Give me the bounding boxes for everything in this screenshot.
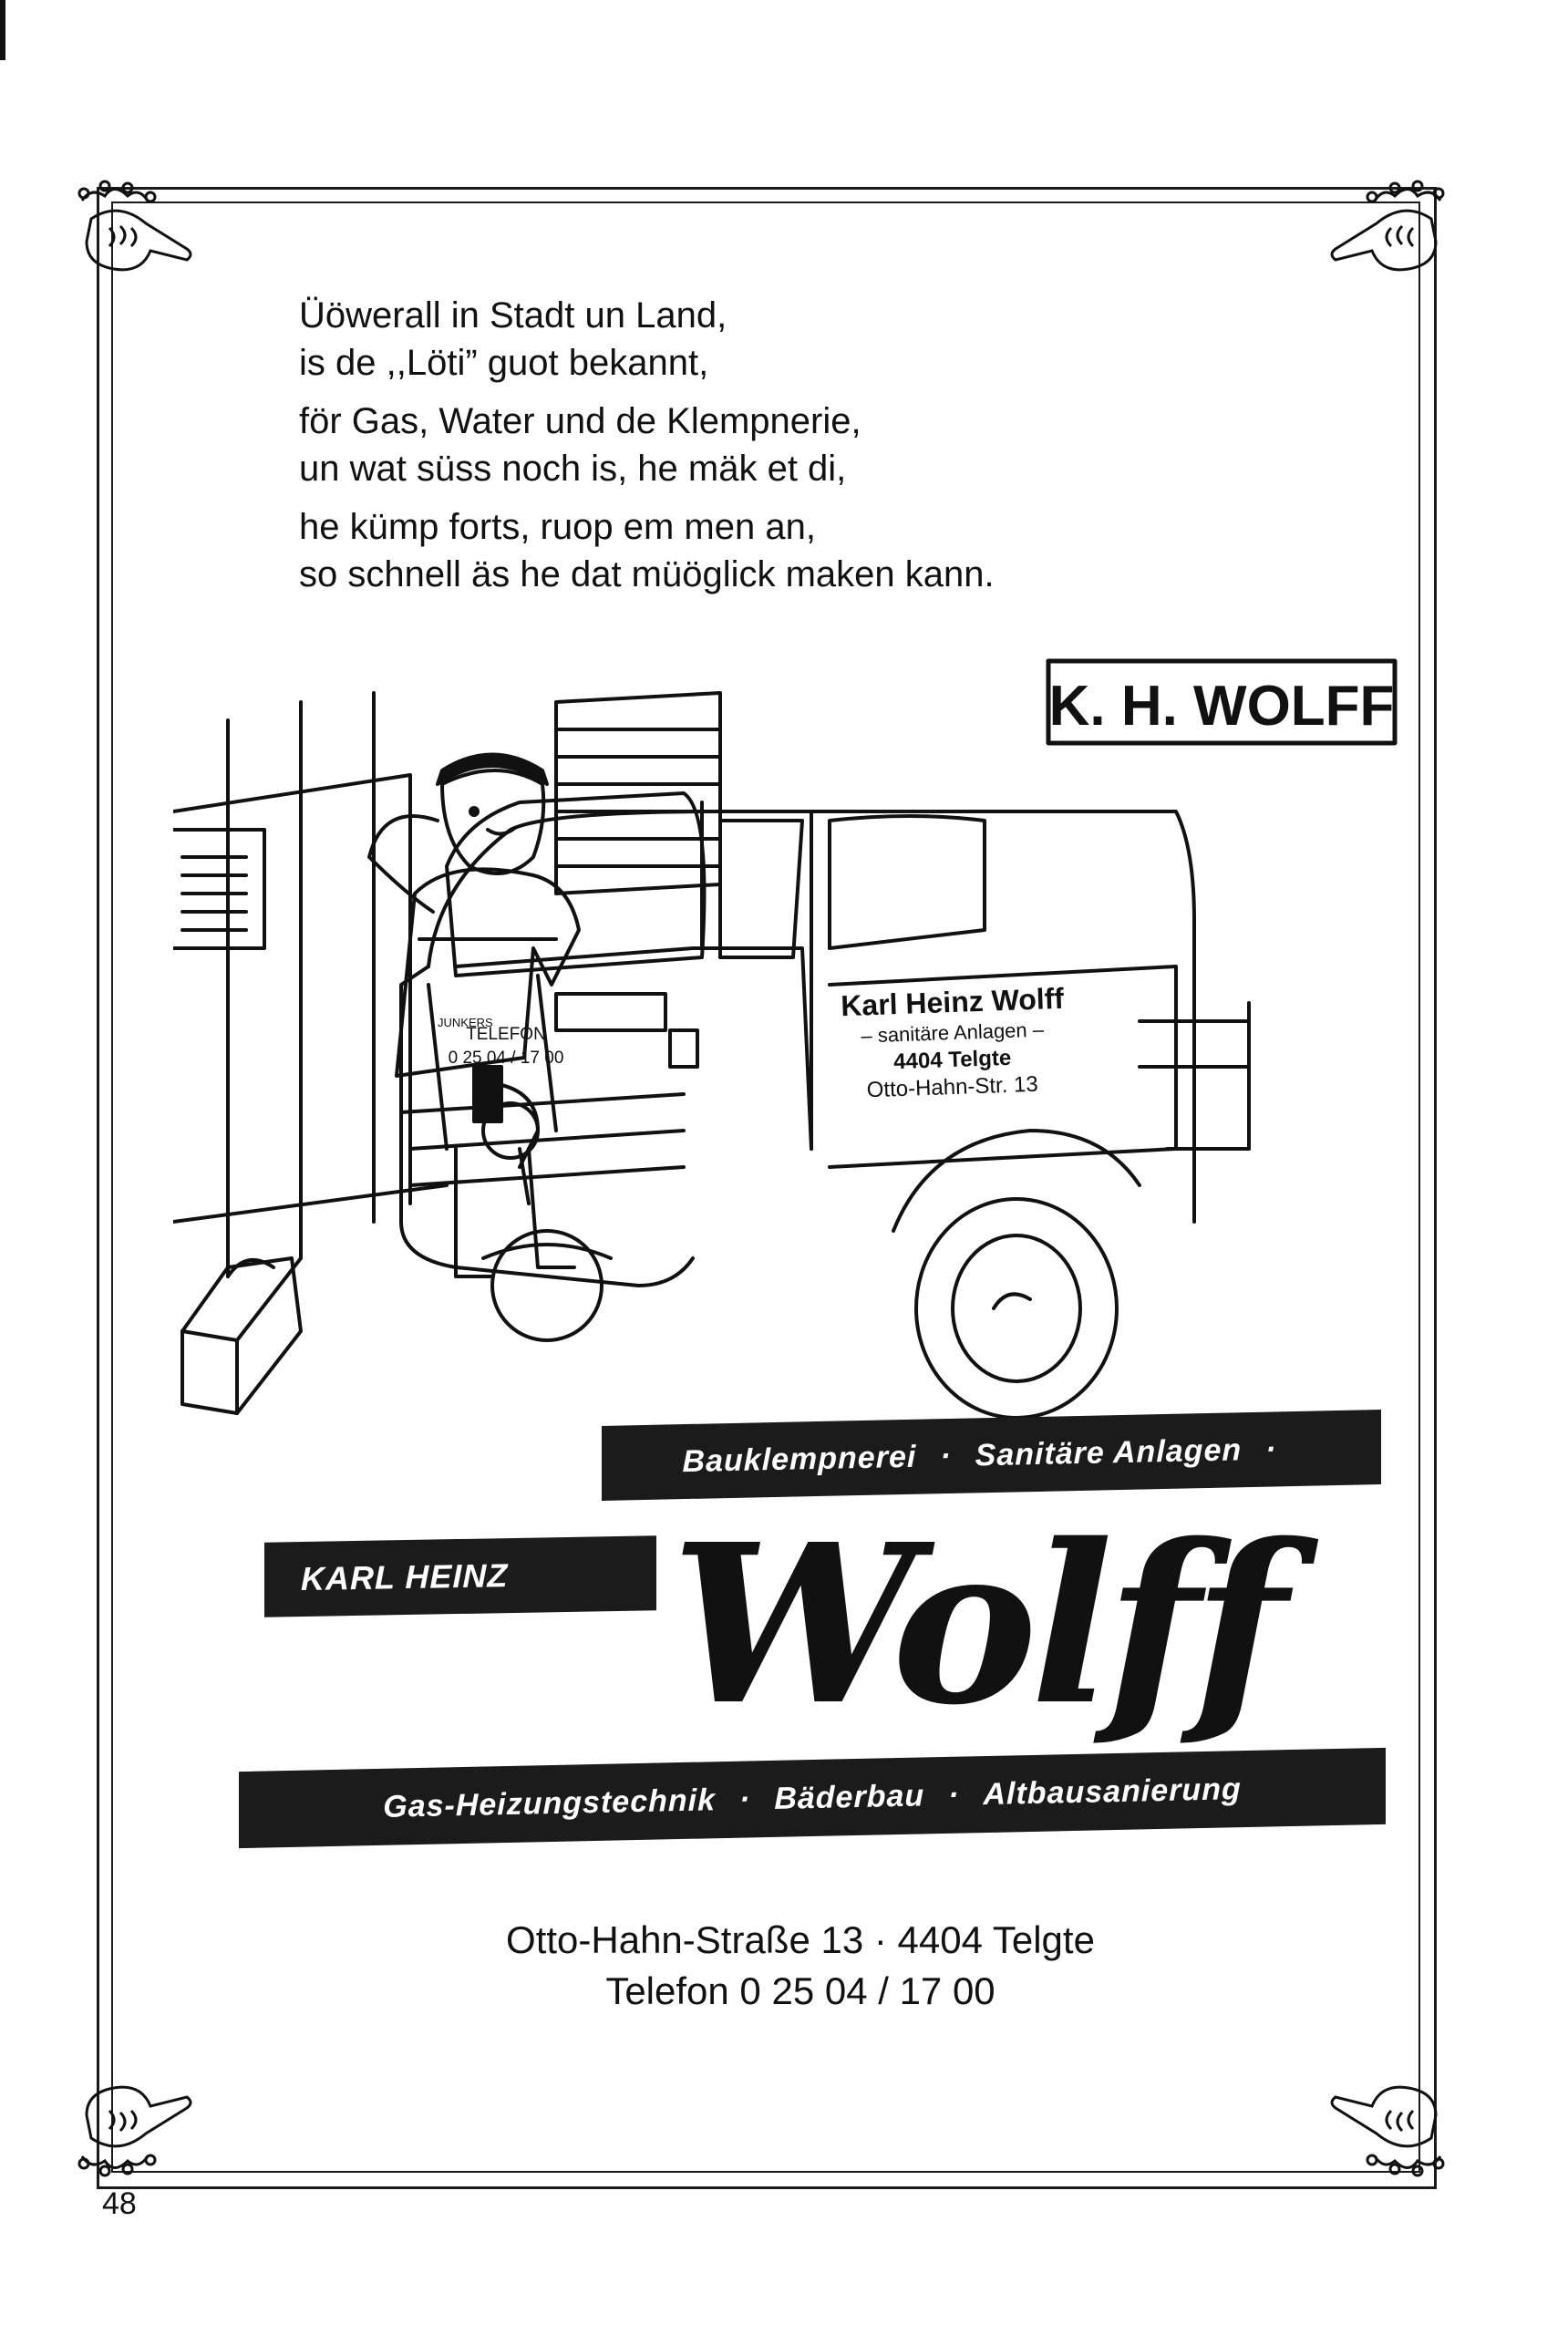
pointing-hand-bottom-left-icon	[64, 2047, 201, 2184]
van-side-line: 4404 Telgte	[892, 1045, 1012, 1075]
poem-line: för Gas, Water und de Klempnerie,	[299, 401, 861, 441]
poem-line: is de ,,Löti” guot bekannt,	[299, 343, 709, 383]
separator-dot: ·	[1265, 1431, 1277, 1467]
apron-label: JUNKERS	[438, 1016, 493, 1029]
first-names-band: KARL HEINZ	[264, 1535, 656, 1617]
service-label: Altbausanierung	[983, 1771, 1242, 1812]
wolff-logo	[565, 1493, 1386, 1749]
separator-dot: ·	[739, 1781, 751, 1817]
separator-dot: ·	[948, 1777, 960, 1813]
poem-line: Üöwerall in Stadt un Land,	[299, 295, 727, 336]
phone-number: Telefon 0 25 04 / 17 00	[605, 1969, 995, 2012]
poem-line: un wat süss noch is, he mäk et di,	[299, 449, 847, 489]
van-front-line: 0 25 04 / 17 00	[448, 1049, 564, 1068]
wolff-logo-text: Wolff	[671, 1496, 1280, 1749]
poem-line: he kümp forts, ruop em men an,	[299, 507, 816, 547]
page-number: 48	[102, 2186, 137, 2221]
van-sign: K. H. WOLFF	[1048, 675, 1395, 738]
pointing-hand-top-right-icon	[1322, 173, 1459, 310]
service-label: Bauklempnerei	[682, 1439, 917, 1479]
van-front-line: TELEFON	[466, 1025, 546, 1044]
van-side-line: Karl Heinz Wolff	[840, 981, 1065, 1023]
edge-mark	[0, 0, 5, 60]
poem	[299, 292, 1302, 609]
poem-stanza	[299, 503, 1302, 598]
pointing-hand-bottom-right-icon	[1322, 2047, 1459, 2184]
service-label: Sanitäre Anlagen	[975, 1431, 1243, 1472]
separator-dot: ·	[940, 1438, 952, 1473]
poem-line: so schnell äs he dat müöglick maken kann.	[299, 554, 995, 594]
plumber-van-illustration	[173, 638, 1404, 1422]
van-side-line: – sanitäre Anlagen –	[861, 1018, 1045, 1048]
address-block	[299, 1915, 1302, 2017]
street-address: Otto-Hahn-Straße 13 · 4404 Telgte	[506, 1918, 1095, 1961]
poem-stanza	[299, 292, 1302, 387]
service-label: Bäderbau	[774, 1777, 925, 1816]
pointing-hand-top-left-icon	[64, 173, 201, 310]
poem-stanza	[299, 398, 1302, 492]
service-label: Gas-Heizungstechnik	[383, 1782, 716, 1824]
van-side-line: Otto-Hahn-Str. 13	[866, 1071, 1039, 1103]
